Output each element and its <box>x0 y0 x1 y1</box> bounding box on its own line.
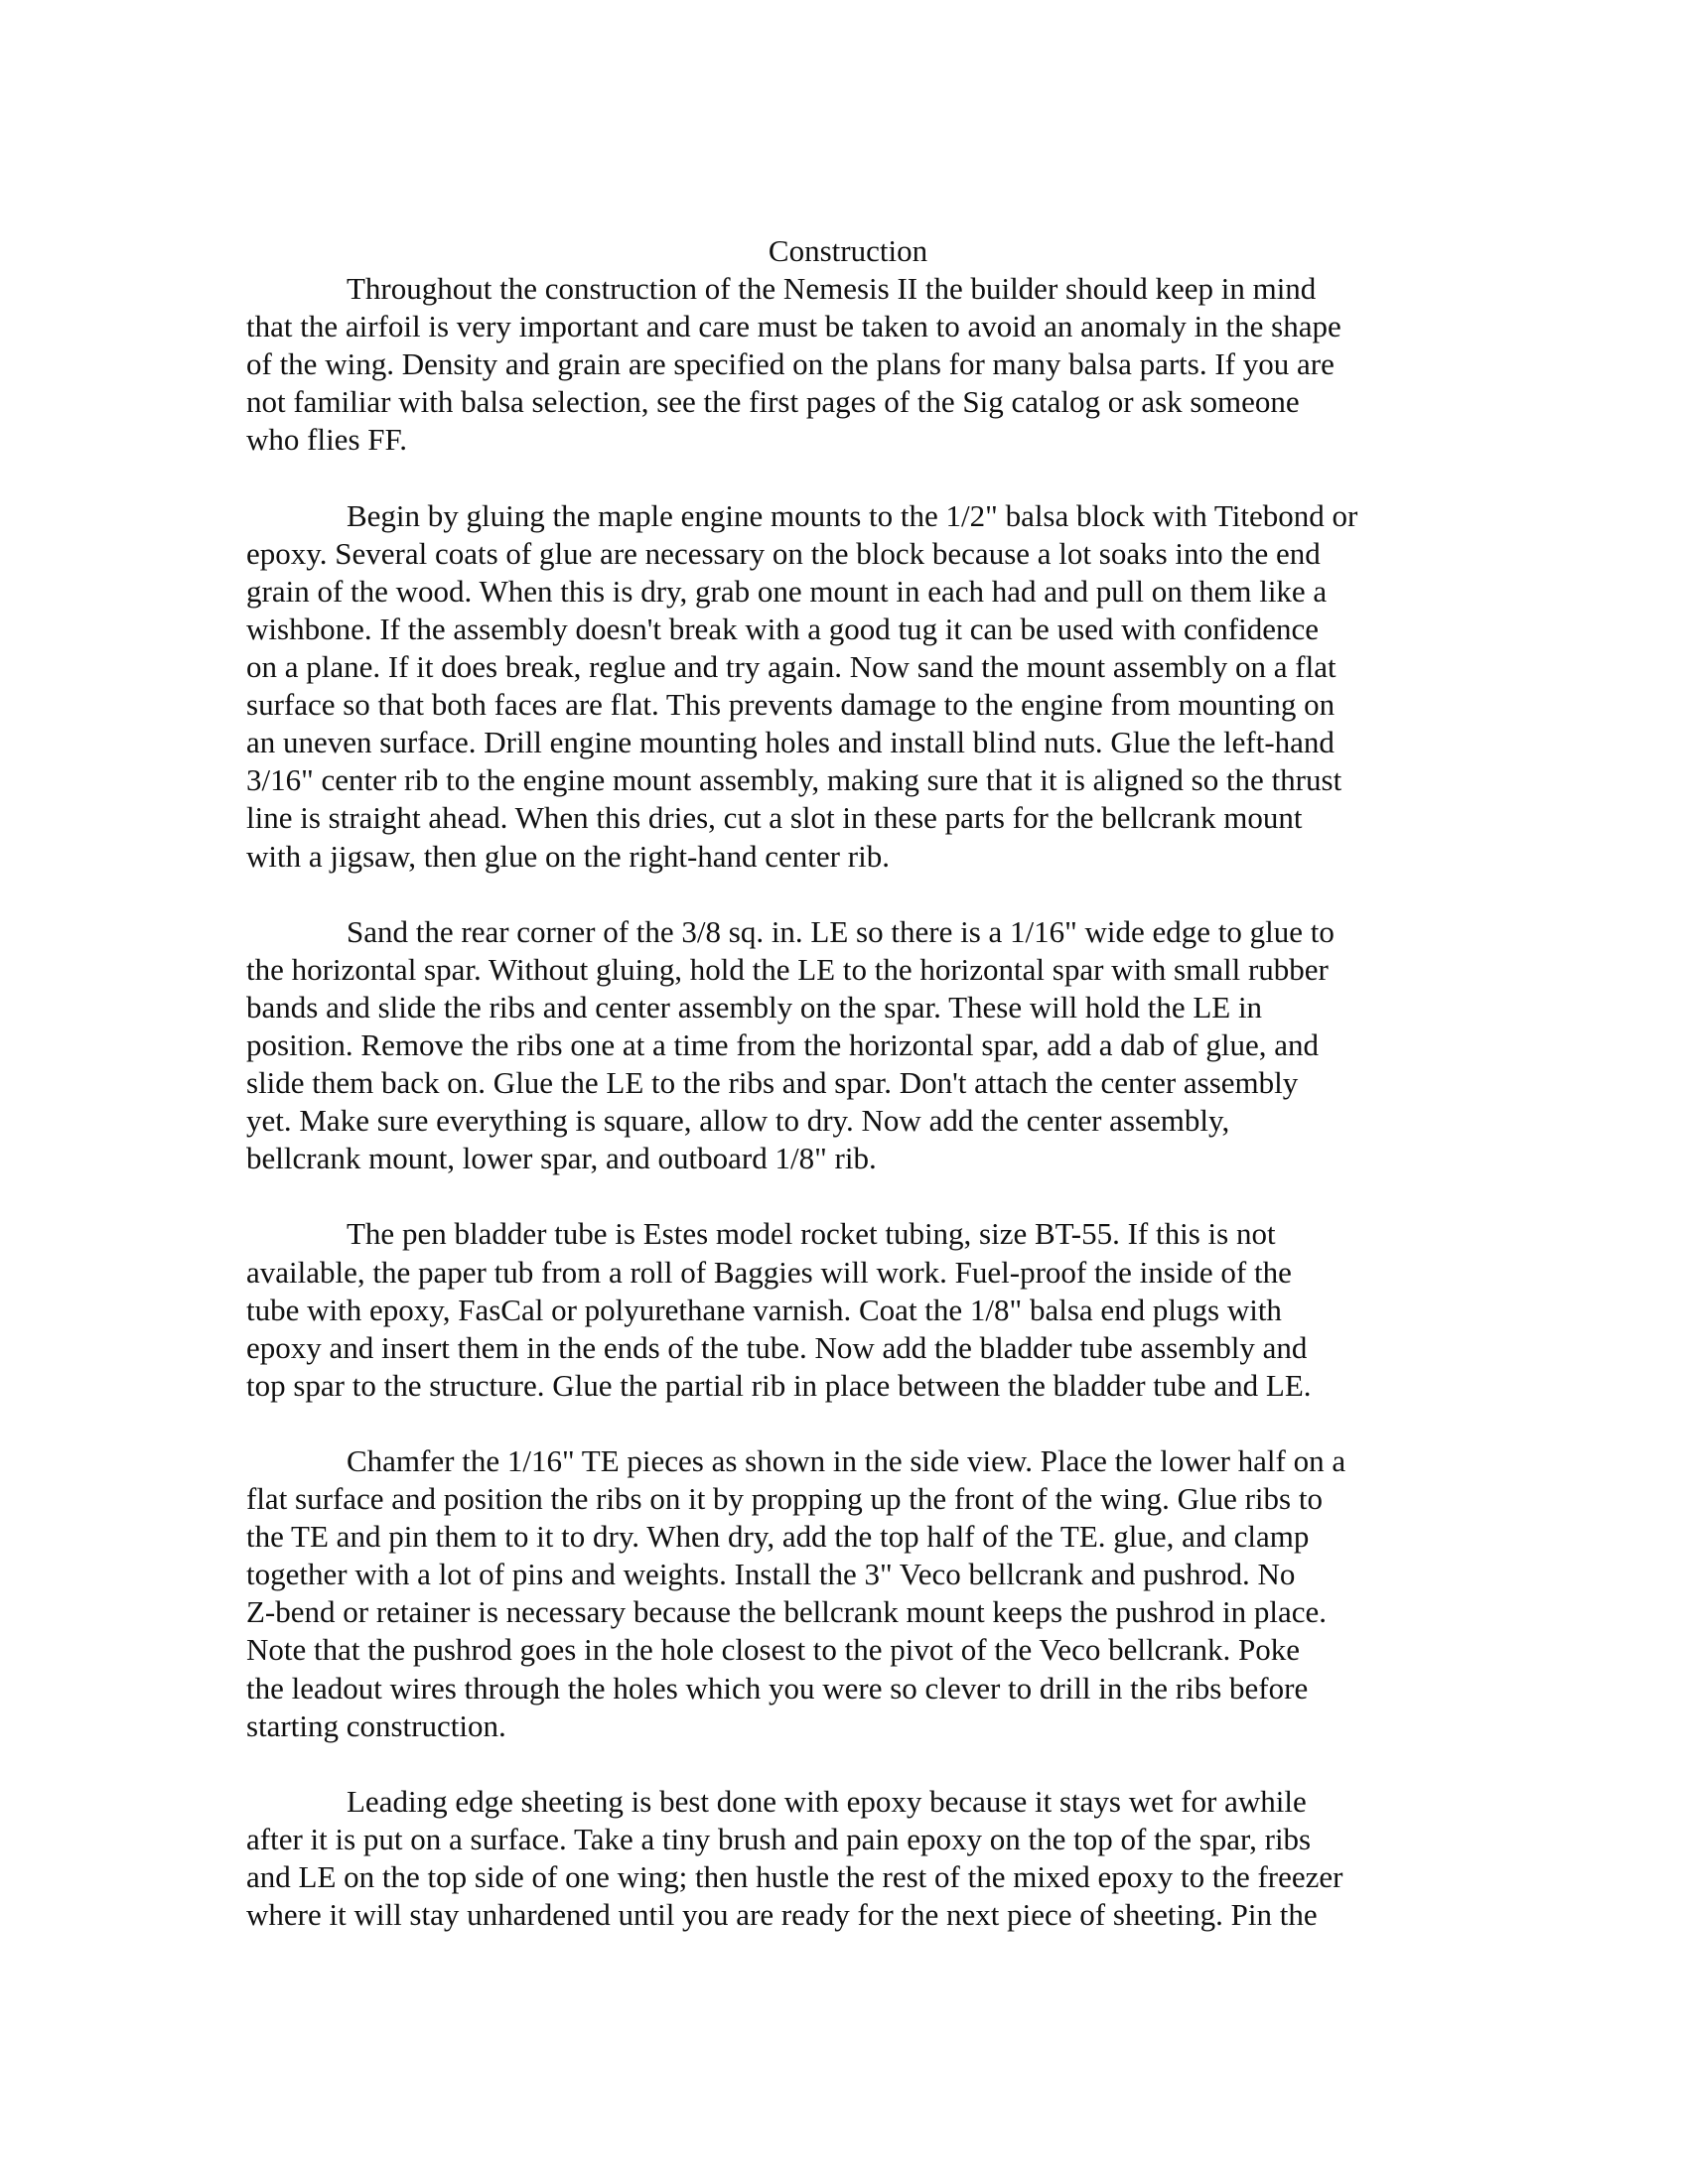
text-line: position. Remove the ribs one at a time from the horizontal spar, add a dab of glue, and <box>246 1026 1320 1062</box>
text-line: where it will stay unhardened until you are ready for the next piece of sheeting. Pin the <box>246 1897 1318 1933</box>
paragraph <box>246 270 1438 459</box>
text-line: starting construction. <box>246 1707 506 1743</box>
page-title: Construction <box>768 233 928 268</box>
paragraph-spacer <box>246 1405 1438 1442</box>
text-line: the TE and pin them to it to dry. When dry, add the top half of the TE. glue, and clamp <box>246 1519 1310 1555</box>
document-body <box>246 232 1438 1934</box>
text-line: on a plane. If it does break, reglue and try again. Now sand the mount assembly on a flat <box>246 649 1336 685</box>
text-line: available, the paper tub from a roll of Baggies will work. Fuel-proof the inside of the <box>246 1254 1292 1290</box>
text-line: Leading edge sheeting is best done with epoxy because it stays wet for awhile <box>347 1783 1307 1819</box>
text-line: bands and slide the ribs and center assembly on the spar. These will hold the LE in <box>246 989 1263 1024</box>
text-line: tube with epoxy, FasCal or polyurethane varnish. Coat the 1/8" balsa end plugs with <box>246 1292 1282 1327</box>
paragraph <box>246 913 1438 1178</box>
text-line: after it is put on a surface. Take a tiny brush and pain epoxy on the top of the spar, ribs <box>246 1821 1312 1856</box>
paragraph <box>246 1442 1438 1745</box>
text-line: The pen bladder tube is Estes model rocket tubing, size BT-55. If this is not <box>347 1216 1276 1252</box>
text-line: top spar to the structure. Glue the partial rib in place between the bladder tube and LE. <box>246 1367 1312 1403</box>
paragraph <box>246 497 1438 876</box>
paragraph-spacer <box>246 876 1438 913</box>
text-line: epoxy. Several coats of glue are necessary on the block because a lot soaks into the end <box>246 535 1321 571</box>
paragraph <box>246 1215 1438 1404</box>
text-line: Note that the pushrod goes in the hole closest to the pivot of the Veco bellcrank. Poke <box>246 1632 1300 1668</box>
text-line: wishbone. If the assembly doesn't break with a good tug it can be used with confidence <box>246 611 1319 646</box>
text-line: and LE on the top side of one wing; then hustle the rest of the mixed epoxy to the freezer <box>246 1859 1343 1895</box>
text-line: slide them back on. Glue the LE to the ribs and spar. Don't attach the center assembly <box>246 1065 1299 1101</box>
text-line: the leadout wires through the holes which you were so clever to drill in the ribs before <box>246 1670 1309 1706</box>
text-line: Begin by gluing the maple engine mounts to the 1/2" balsa block with Titebond or <box>347 497 1358 533</box>
text-line: together with a lot of pins and weights. Install the 3" Veco bellcrank and pushrod. No <box>246 1557 1296 1592</box>
text-line: the horizontal spar. Without gluing, hold the LE to the horizontal spar with small rubber <box>246 951 1329 987</box>
text-line: surface so that both faces are flat. This prevents damage to the engine from mounting on <box>246 687 1336 723</box>
paragraph-spacer <box>246 1177 1438 1215</box>
text-line: 3/16" center rib to the engine mount assembly, making sure that it is aligned so the thrust <box>246 762 1342 798</box>
text-line: Throughout the construction of the Nemesis II the builder should keep in mind <box>347 271 1317 307</box>
paragraph-spacer <box>246 1745 1438 1783</box>
text-line: an uneven surface. Drill engine mounting holes and install blind nuts. Glue the left-hand <box>246 725 1335 760</box>
text-line: that the airfoil is very important and care must be taken to avoid an anomaly in the shape <box>246 309 1341 344</box>
text-line: Sand the rear corner of the 3/8 sq. in. LE so there is a 1/16" wide edge to glue to <box>347 913 1335 949</box>
paragraph <box>246 1783 1438 1934</box>
text-line: line is straight ahead. When this dries, cut a slot in these parts for the bellcrank mount <box>246 800 1303 836</box>
text-line: of the wing. Density and grain are specified on the plans for many balsa parts. If you are <box>246 346 1335 382</box>
text-line: grain of the wood. When this is dry, grab one mount in each had and pull on them like a <box>246 573 1328 609</box>
text-line: flat surface and position the ribs on it by propping up the front of the wing. Glue ribs to <box>246 1481 1323 1517</box>
paragraph-container <box>246 270 1438 1934</box>
paragraph-spacer <box>246 460 1438 497</box>
text-line: with a jigsaw, then glue on the right-hand center rib. <box>246 838 890 874</box>
text-line: yet. Make sure everything is square, allow to dry. Now add the center assembly, <box>246 1103 1230 1139</box>
text-line: who flies FF. <box>246 422 408 458</box>
text-line: epoxy and insert them in the ends of the tube. Now add the bladder tube assembly and <box>246 1329 1308 1365</box>
text-line: Z-bend or retainer is necessary because the bellcrank mount keeps the pushrod in place. <box>246 1594 1328 1630</box>
text-line: bellcrank mount, lower spar, and outboard 1/8" rib. <box>246 1141 877 1176</box>
text-line: not familiar with balsa selection, see the first pages of the Sig catalog or ask someone <box>246 384 1300 420</box>
text-line: Chamfer the 1/16" TE pieces as shown in the side view. Place the lower half on a <box>347 1443 1346 1478</box>
